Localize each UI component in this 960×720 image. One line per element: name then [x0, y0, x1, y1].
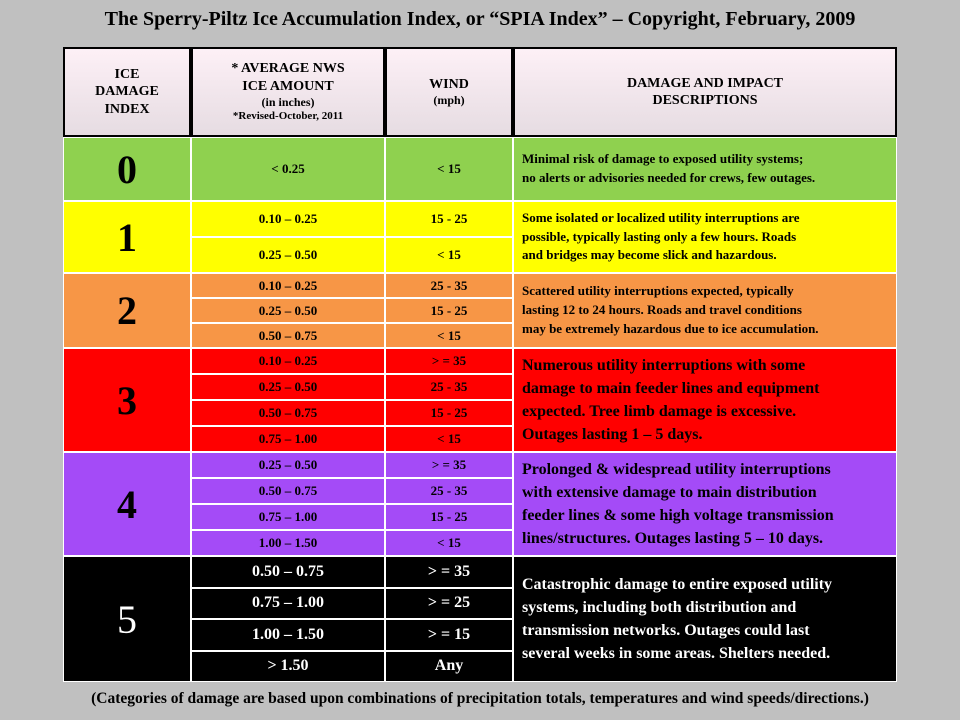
description-line: Catastrophic damage to entire exposed utility — [522, 575, 833, 593]
wind-range-cell: 15 - 25 — [385, 201, 513, 237]
description-line: Prolonged & widespread utility interruptions — [522, 460, 831, 478]
category-5-wind — [385, 556, 513, 682]
wind-range-cell: > = 15 — [385, 619, 513, 651]
header-text: DAMAGE — [95, 84, 159, 100]
header-text: INDEX — [104, 101, 150, 117]
ice-range-cell: 0.50 – 0.75 — [191, 556, 385, 588]
description-line: damage to main feeder lines and equipment — [522, 379, 820, 397]
ice-range-cell: 1.00 – 1.50 — [191, 619, 385, 651]
page-title: The Sperry-Piltz Ice Accumulation Index, or “SPIA Index” – Copyright, February, 2009 — [104, 8, 856, 30]
category-0-index: 0 — [63, 137, 191, 201]
category-0-ice: < 0.25 — [191, 137, 385, 201]
ice-range-cell: 0.75 – 1.00 — [191, 504, 385, 530]
description-line: transmission networks. Outages could last — [522, 622, 810, 639]
category-3-wind — [385, 348, 513, 452]
category-4-index: 4 — [63, 452, 191, 556]
ice-range-cell: 0.50 – 0.75 — [191, 478, 385, 504]
description-line: lines/structures. Outages lasting 5 – 10 days. — [522, 530, 824, 548]
wind-range-cell: 15 - 25 — [385, 400, 513, 426]
category-1-index: 1 — [63, 201, 191, 273]
header-ice-amount — [191, 47, 385, 137]
description-line: and bridges may become slick and hazardous. — [522, 247, 777, 263]
category-3-index: 3 — [63, 348, 191, 452]
category-5-description — [513, 556, 897, 682]
ice-range-cell: 0.25 – 0.50 — [191, 374, 385, 400]
description-line: may be extremely hazardous due to ice accumulation. — [522, 320, 819, 336]
category-1-description — [513, 201, 897, 273]
category-0-description — [513, 137, 897, 201]
ice-range-cell: 0.50 – 0.75 — [191, 323, 385, 348]
description-line: lasting 12 to 24 hours. Roads and travel conditions — [522, 302, 802, 318]
description-line: feeder lines & some high voltage transmission — [522, 507, 834, 524]
header-damage-descriptions — [513, 47, 897, 137]
wind-range-cell: > = 35 — [385, 556, 513, 588]
description-line: systems, including both distribution and — [522, 598, 797, 616]
description-line: possible, typically lasting only a few hours. Roads — [522, 228, 797, 244]
category-5-ice — [191, 556, 385, 682]
category-2-index: 2 — [63, 273, 191, 348]
description-line: Some isolated or localized utility interruptions are — [522, 209, 800, 225]
category-1-ice — [191, 201, 385, 273]
ice-range-cell: 0.10 – 0.25 — [191, 201, 385, 237]
ice-range-cell: 0.25 – 0.50 — [191, 237, 385, 273]
header-text: ICE — [114, 66, 140, 82]
wind-range-cell: Any — [385, 651, 513, 683]
header-text: * AVERAGE NWS — [231, 61, 345, 77]
wind-range-cell: < 15 — [385, 426, 513, 452]
description-line: expected. Tree limb damage is excessive. — [522, 403, 797, 420]
wind-range-cell: > = 25 — [385, 588, 513, 620]
wind-range-cell: 25 - 35 — [385, 374, 513, 400]
ice-range-cell: 0.10 – 0.25 — [191, 273, 385, 298]
wind-range-cell: 25 - 35 — [385, 273, 513, 298]
header-text: (in inches) — [261, 95, 315, 110]
ice-range-cell: 1.00 – 1.50 — [191, 530, 385, 556]
category-0-wind: < 15 — [385, 137, 513, 201]
wind-range-cell: 25 - 35 — [385, 478, 513, 504]
ice-range-cell: 0.75 – 1.00 — [191, 588, 385, 620]
category-4-description — [513, 452, 897, 556]
description-line: with extensive damage to main distribution — [522, 483, 817, 501]
description-line: several weeks in some areas. Shelters needed. — [522, 645, 831, 663]
ice-range-cell: 0.50 – 0.75 — [191, 400, 385, 426]
category-1-wind — [385, 201, 513, 273]
category-2-ice — [191, 273, 385, 348]
header-wind — [385, 47, 513, 137]
wind-range-cell: < 15 — [385, 530, 513, 556]
category-3-ice — [191, 348, 385, 452]
header-text: WIND — [429, 76, 469, 92]
ice-range-cell: > 1.50 — [191, 651, 385, 683]
category-5-index: 5 — [63, 556, 191, 682]
footnote: (Categories of damage are based upon combinations of precipitation totals, temperatures and wind speeds/directions.) — [91, 690, 869, 707]
description-line: no alerts or advisories needed for crews, few outages. — [522, 170, 816, 185]
wind-range-cell: > = 35 — [385, 452, 513, 478]
header-text: DAMAGE AND IMPACT — [626, 75, 784, 91]
ice-range-cell: 0.25 – 0.50 — [191, 298, 385, 323]
header-text: DESCRIPTIONS — [652, 93, 758, 108]
header-text: (mph) — [433, 93, 465, 108]
header-ice-damage-index — [63, 47, 191, 137]
wind-range-cell: > = 35 — [385, 348, 513, 374]
header-text: ICE AMOUNT — [242, 78, 334, 94]
category-2-description — [513, 273, 897, 348]
category-3-description — [513, 348, 897, 452]
wind-range-cell: 15 - 25 — [385, 504, 513, 530]
description-line: Numerous utility interruptions with some — [522, 356, 806, 374]
wind-range-cell: < 15 — [385, 323, 513, 348]
spia-table — [63, 47, 897, 682]
ice-range-cell: 0.25 – 0.50 — [191, 452, 385, 478]
ice-range-cell: 0.10 – 0.25 — [191, 348, 385, 374]
header-revised-note: *Revised-October, 2011 — [232, 110, 344, 123]
category-4-wind — [385, 452, 513, 556]
description-line: Outages lasting 1 – 5 days. — [522, 426, 703, 444]
description-line: Scattered utility interruptions expected, typically — [522, 283, 794, 299]
description-line: Minimal risk of damage to exposed utility systems; — [522, 151, 804, 167]
category-2-wind — [385, 273, 513, 348]
ice-range-cell: 0.75 – 1.00 — [191, 426, 385, 452]
wind-range-cell: < 15 — [385, 237, 513, 273]
wind-range-cell: 15 - 25 — [385, 298, 513, 323]
category-4-ice — [191, 452, 385, 556]
